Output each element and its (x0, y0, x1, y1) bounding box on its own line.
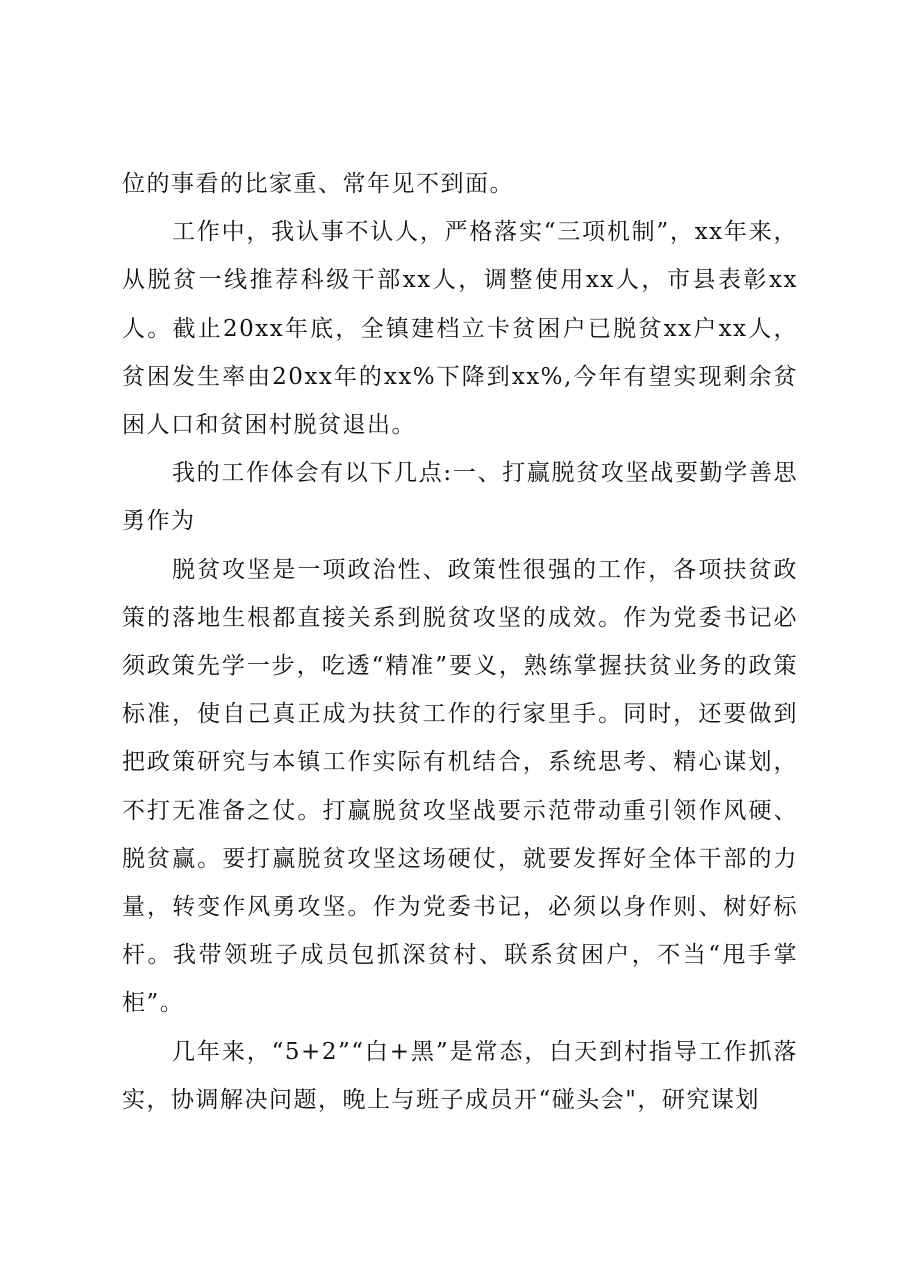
paragraph-policy-study: 脱贫攻坚是一项政治性、政策性很强的工作，各项扶贫政策的落地生根都直接关系到脱贫攻坚的成效。作为党委书记必须政策先学一步，吃透“精准”要义，熟练掌握扶贫业务的政策标准，使自己真正成为扶贫工作的行家里手。同时，还要做到把政策研究与本镇工作实际有机结合，系统思考、精心谋划，不打无准备之仗。打赢脱贫攻坚战要示范带动重引领作风硬、脱贫赢。要打赢脱贫攻坚这场硬仗，就要发挥好全体干部的力量，转变作风勇攻坚。作为党委书记，必须以身作则、树好标杆。我带领班子成员包抓深贫村、联系贫困户，不当“甩手掌柜”。 (122, 556, 798, 1017)
document-body (122, 160, 798, 1124)
paragraph-work-results: 工作中，我认事不认人，严格落实“三项机制”，xx年来，从脱贫一线推荐科级干部xx人，调整使用xx人，市县表彰xx人。截止20xx年底，全镇建档立卡贫困户已脱贫xx户xx人，贫困发生率由20xx年的xx%下降到xx%,今年有望实现剩余贫困人口和贫困村脱贫退出。 (122, 219, 798, 439)
paragraph-experience-heading: 我的工作体会有以下几点:一、打赢脱贫攻坚战要勤学善思勇作为 (122, 460, 798, 535)
paragraph-continuation: 位的事看的比家重、常年见不到面。 (122, 171, 514, 197)
paragraph-work-routine: 几年来，“5+2”“白+黑”是常态，白天到村指导工作抓落实，协调解决问题，晚上与班子成员开“碰头会"，研究谋划 (122, 1038, 798, 1113)
